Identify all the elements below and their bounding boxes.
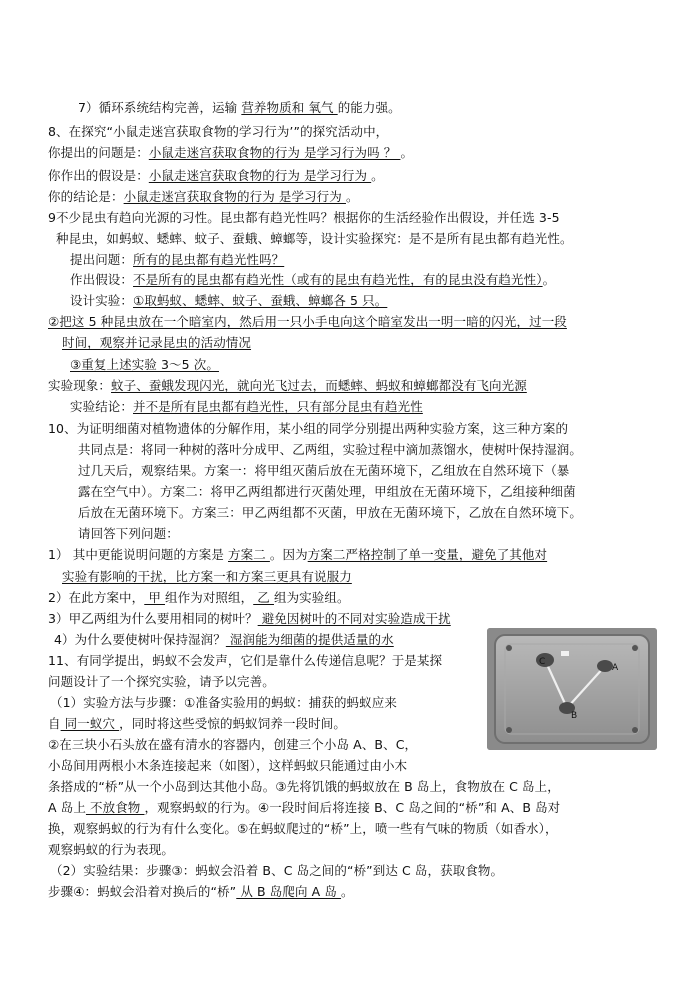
answer-text: 不放食物: [85, 800, 145, 815]
text-line: [48, 210, 560, 226]
text-line: [50, 863, 503, 879]
question-text: 你提出的问题是：: [48, 145, 149, 160]
text-line: [70, 399, 423, 415]
question-text: 7）循环系统结构完善，运输: [78, 100, 242, 115]
text-line: [78, 442, 582, 458]
text-line: [78, 526, 179, 542]
question-text: A 岛上: [48, 800, 86, 815]
question-text: 组作为对照组，: [165, 590, 254, 605]
text-line: [48, 779, 560, 795]
question-text: 11、有同学提出，蚂蚁不会发声，它们是靠什么传递信息呢？于是某探: [48, 653, 443, 668]
text-line: [48, 421, 568, 437]
question-text: 换，观察蚂蚁的行为有什么变化。⑤在蚂蚁爬过的“桥”上，喷一些有气味的物质（如香水），: [48, 821, 558, 836]
answer-text: ②把这 5 种昆虫放在一个暗室内，然后用一只小手电向这个暗室发出一明一暗的闪光，过一段: [48, 314, 567, 329]
text-line: [48, 124, 388, 140]
text-line: [48, 716, 346, 732]
text-line: [56, 231, 573, 247]
text-line: [50, 695, 397, 711]
answer-text: ③重复上述实验 3～5 次。: [70, 357, 219, 372]
question-text: 。因为: [269, 547, 308, 562]
question-text: 的能力强。: [337, 100, 401, 115]
answer-text: 甲: [144, 590, 166, 605]
question-text: 小岛间用两根小木条连接起来（如图），这样蚂蚁只能通过由小木: [48, 758, 408, 773]
question-text: 。: [345, 189, 359, 204]
answer-text: 时间，观察并记录昆虫的活动情况: [62, 335, 252, 350]
question-text: 。: [371, 168, 384, 183]
question-text: 观察蚂蚁的行为表现。: [48, 842, 175, 857]
question-text: 你的结论是：: [48, 189, 124, 204]
text-line: [78, 484, 576, 500]
answer-text: 营养物质和 氧气: [241, 100, 338, 115]
answer-text: 方案二严格控制了单一变量，避免了其他对: [307, 547, 548, 562]
text-line: [62, 335, 251, 351]
text-line: [48, 547, 547, 563]
question-text: 设计实验：: [70, 293, 134, 308]
question-text: 2）在此方案中，: [48, 590, 145, 605]
question-text: 过几天后，观察结果。方案一：将甲组灭菌后放在无菌环境下，乙组放在自然环境下（暴: [78, 463, 570, 478]
label-c: C: [539, 657, 546, 667]
text-line: [78, 463, 569, 479]
answer-text: 方案二: [228, 547, 270, 562]
question-text: 作出假设：: [70, 272, 134, 287]
text-line: [48, 590, 350, 606]
text-line: [48, 378, 527, 394]
ant-island-photo: [487, 628, 657, 750]
answer-text: 乙: [253, 590, 274, 605]
text-line: [70, 272, 555, 288]
text-line: [54, 632, 394, 648]
text-line: [48, 737, 417, 753]
answer-text: 小鼠走迷宫获取食物的行为 是学习行为吗 ？: [148, 145, 401, 160]
text-line: [48, 189, 359, 205]
label-b: B: [571, 711, 578, 721]
question-text: 自: [48, 716, 61, 731]
answer-text: 实验有影响的干扰，比方案一和方案三更具有说服力: [62, 569, 352, 584]
answer-text: ①取蚂蚁、蟋蟀、蚊子、蚕蛾、蟑螂各 5 只。: [133, 293, 388, 308]
question-text: 提出问题：: [70, 252, 134, 267]
text-line: [48, 674, 275, 690]
island-diagram: [487, 628, 657, 750]
text-line: [70, 293, 387, 309]
text-line: [48, 842, 174, 858]
text-line: [70, 357, 219, 373]
question-text: 后放在无菌环境下。方案三：甲乙两组都不灭菌，甲放在无菌环境下，乙放在自然环境下。: [78, 505, 583, 520]
answer-text: 小鼠走迷宫获取食物的行为 是学习行为: [123, 189, 346, 204]
question-text: 问题设计了一个探究实验，请予以完善。: [48, 674, 275, 689]
question-text: 。: [542, 272, 556, 287]
answer-text: 小鼠走迷宫获取食物的行为 是学习行为: [148, 168, 372, 183]
text-line: [48, 758, 407, 774]
answer-text: 同一蚁穴: [60, 716, 120, 731]
text-line: [48, 821, 558, 837]
text-line: [48, 800, 560, 816]
question-text: （2）实验结果：步骤③：蚂蚁会沿着 B、C 岛之间的“桥”到达 C 岛，获取食物。: [50, 863, 504, 878]
question-text: 10、为证明细菌对植物遗体的分解作用，某小组的同学分别提出两种实验方案，这三种方案的: [48, 421, 569, 436]
question-text: 实验现象：: [48, 378, 112, 393]
answer-text: 避免因树叶的不同对实验造成干扰: [257, 611, 451, 626]
question-text: 露在空气中）。方案二：将甲乙两组都进行灭菌处理，甲组放在无菌环境下，乙组接种细菌: [78, 484, 576, 499]
question-text: （1）实验方法与步骤：①准备实验用的蚂蚁：捕获的蚂蚁应来: [50, 695, 397, 710]
question-text: 种昆虫，如蚂蚁、蟋蟀、蚊子、蚕蛾、蟑螂等，设计实验探究：是不是所有昆虫都有趋光性。: [56, 231, 573, 246]
text-line: [48, 168, 384, 184]
question-text: 。: [341, 884, 354, 899]
text-line: [48, 314, 567, 330]
text-line: [48, 611, 451, 627]
question-text: 1） 其中更能说明问题的方案是: [48, 547, 229, 562]
text-line: [48, 653, 442, 669]
question-text: ，同时将这些受惊的蚂蚁饲养一段时间。: [119, 716, 346, 731]
question-text: 你作出的假设是：: [48, 168, 149, 183]
question-text: 步骤④：蚂蚁会沿着对换后的“桥”: [48, 884, 237, 899]
answer-text: 从 B 岛爬向 A 岛: [236, 884, 342, 899]
question-text: 9不少昆虫有趋向光源的习性。昆虫都有趋光性吗？根据你的生活经验作出假设，并任选 3-5: [48, 210, 560, 225]
question-text: 4）为什么要使树叶保持湿润？: [54, 632, 226, 647]
text-line: [48, 884, 354, 900]
question-text: 。: [400, 145, 414, 160]
answer-text: 蚊子、蚕蛾发现闪光，就向光飞过去，而蟋蟀、蚂蚁和蟑螂都没有飞向光源: [111, 378, 527, 393]
label-a: A: [612, 663, 619, 673]
answer-text: 并不是所有昆虫都有趋光性，只有部分昆虫有趋光性: [133, 399, 423, 414]
answer-text: 湿润能为细菌的提供适量的水: [225, 632, 394, 647]
question-text: ②在三块小石头放在盛有清水的容器内，创建三个小岛 A、B、C，: [48, 737, 418, 752]
text-line: [48, 145, 413, 161]
question-text: 请回答下列问题：: [78, 526, 179, 541]
text-line: [78, 505, 582, 521]
text-line: [70, 252, 284, 268]
question-text: ，观察蚂蚁的行为。④一段时间后将连接 B、C 岛之间的“桥”和 A、B 岛对: [144, 800, 561, 815]
answer-text: 所有的昆虫都有趋光性吗？: [133, 252, 285, 267]
island-a: [597, 660, 613, 672]
question-text: 实验结论：: [70, 399, 134, 414]
question-text: 3）甲乙两组为什么要用相同的树叶？: [48, 611, 258, 626]
question-text: 组为实验组。: [273, 590, 350, 605]
text-line: [62, 569, 352, 585]
text-line: [78, 100, 401, 116]
answer-text: 不是所有的昆虫都有趋光性（或有的昆虫有趋光性，有的昆虫没有趋光性）: [133, 272, 543, 287]
question-text: 8、在探究“小鼠走迷宫获取食物的学习行为’”的探究活动中，: [48, 124, 389, 139]
question-text: 条搭成的“桥”从一个小岛到达其他小岛。③先将饥饿的蚂蚁放在 B 岛上，食物放在 C 岛上，: [48, 779, 560, 794]
question-text: 共同点是：将同一种树的落叶分成甲、乙两组，实验过程中滴加蒸馏水，使树叶保持湿润。: [78, 442, 583, 457]
